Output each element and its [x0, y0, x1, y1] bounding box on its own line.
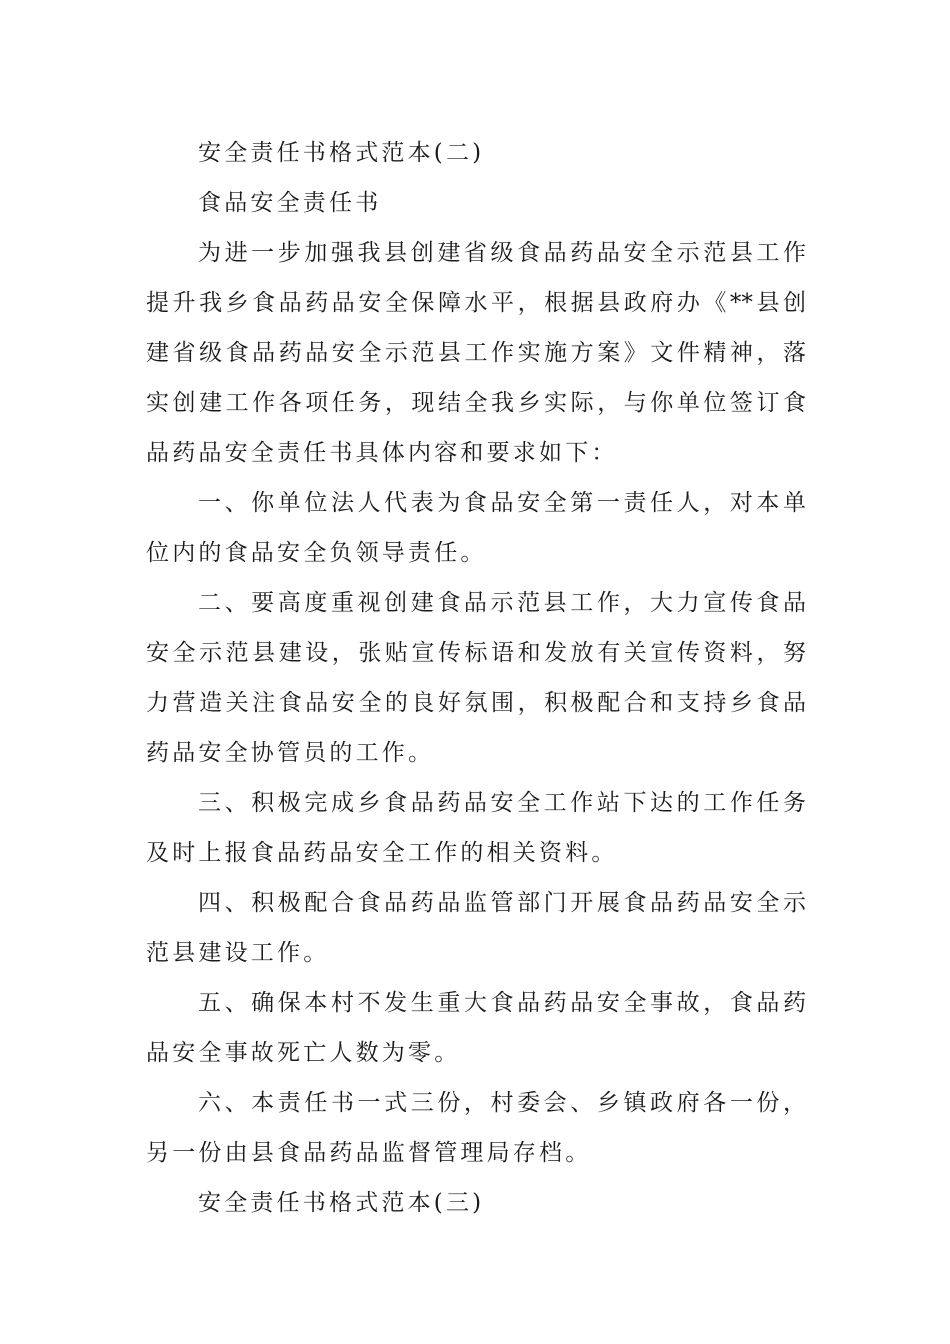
clause-4: [146, 878, 806, 978]
paragraph-line: 二、要高度重视创建食品示范县工作，大力宣传食品: [198, 590, 806, 616]
paragraph-line: 力营造关注食品安全的良好氛围，积极配合和支持乡食品: [146, 690, 806, 716]
paragraph-line: 建省级食品药品安全示范县工作实施方案》文件精神，落: [146, 340, 806, 366]
paragraph-line: 品药品安全责任书具体内容和要求如下：: [146, 440, 618, 466]
document-subtitle: 食品安全责任书: [198, 190, 382, 216]
clause-6: [146, 1078, 806, 1178]
paragraph-line: 位内的食品安全负领导责任。: [146, 540, 487, 566]
paragraph-line: 及时上报食品药品安全工作的相关资料。: [146, 840, 618, 866]
intro-paragraph: [146, 228, 806, 478]
paragraph-line: 实创建工作各项任务，现结全我乡实际，与你单位签订食: [146, 390, 806, 416]
paragraph-line: 六、本责任书一式三份，村委会、乡镇政府各一份，: [198, 1090, 806, 1116]
section-heading: 安全责任书格式范本(三): [198, 1190, 485, 1216]
paragraph-line: 另一份由县食品药品监督管理局存档。: [146, 1140, 592, 1166]
paragraph-line: 安全示范县建设，张贴宣传标语和发放有关宣传资料，努: [146, 640, 806, 666]
clause-2: [146, 578, 806, 778]
document-body: [146, 128, 806, 1228]
paragraph-line: 药品安全协管员的工作。: [146, 740, 435, 766]
clause-1: [146, 478, 806, 578]
clause-5: [146, 978, 806, 1078]
clause-3: [146, 778, 806, 878]
paragraph-line: 三、积极完成乡食品药品安全工作站下达的工作任务: [198, 790, 806, 816]
paragraph-line: 提升我乡食品药品安全保障水平，根据县政府办《**县创: [146, 290, 806, 316]
paragraph-line: 为进一步加强我县创建省级食品药品安全示范县工作: [198, 240, 806, 266]
section-heading: 安全责任书格式范本(二): [198, 140, 485, 166]
paragraph-line: 范县建设工作。: [146, 940, 330, 966]
paragraph-line: 四、积极配合食品药品监管部门开展食品药品安全示: [198, 890, 806, 916]
paragraph-line: 一、你单位法人代表为食品安全第一责任人，对本单: [198, 490, 806, 516]
paragraph-line: 品安全事故死亡人数为零。: [146, 1040, 461, 1066]
paragraph-line: 五、确保本村不发生重大食品药品安全事故，食品药: [198, 990, 806, 1016]
